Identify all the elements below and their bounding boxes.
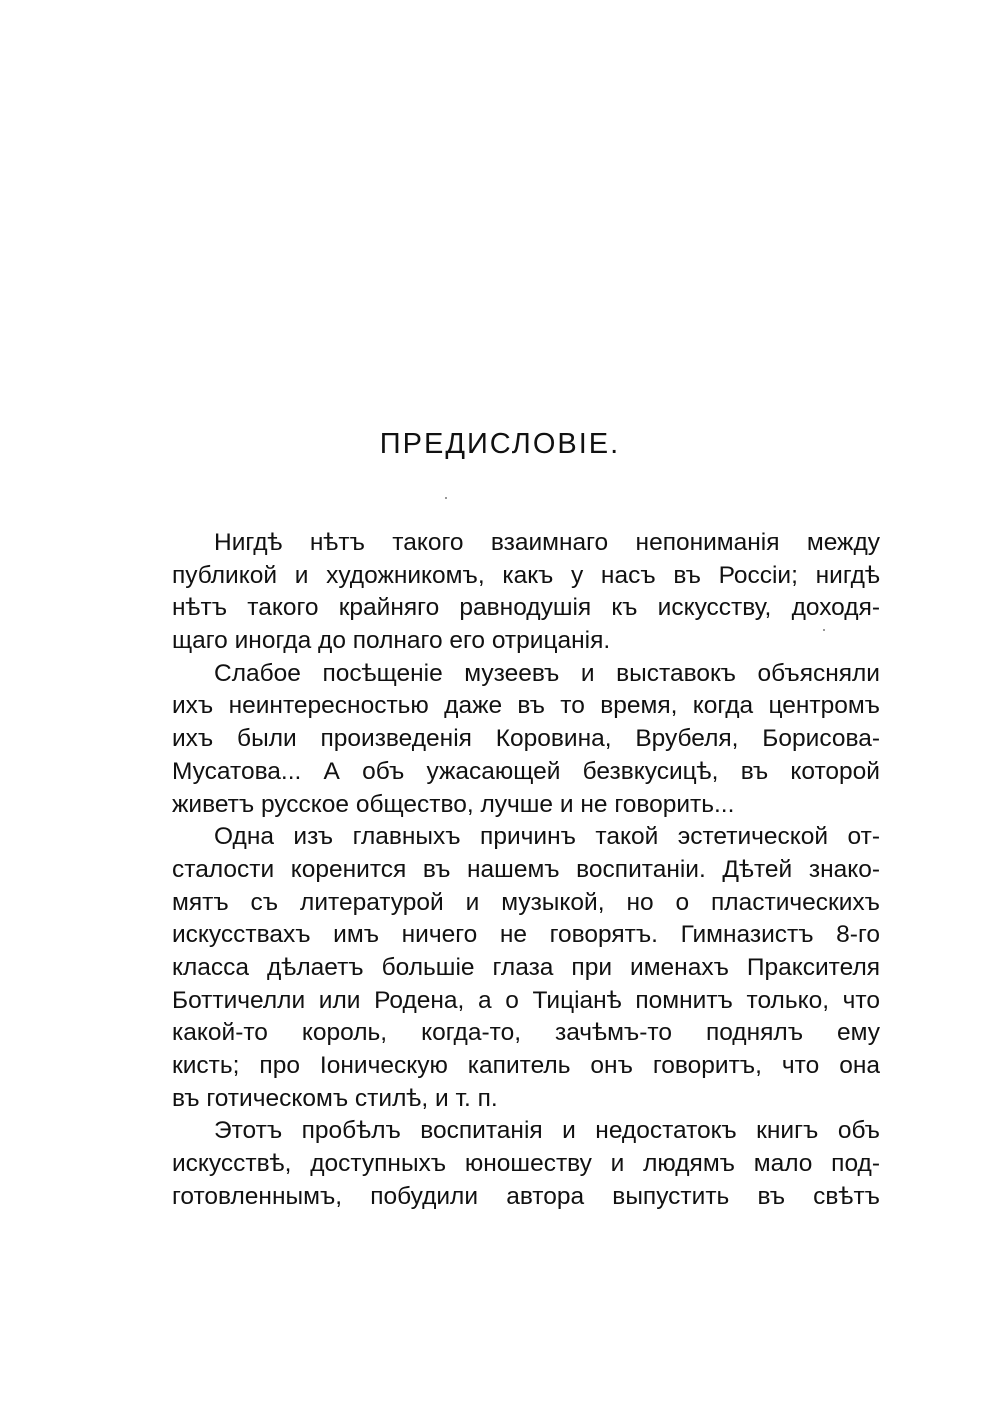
text-line: нѣтъ такого крайняго равнодушія къ искусству, доходя- <box>172 594 880 622</box>
text-line: публикой и художникомъ, какъ у насъ въ Россіи; нигдѣ <box>172 561 880 589</box>
text-line: класса дѣлаетъ большіе глаза при именахъ Праксителя <box>172 953 880 981</box>
text-line: ихъ были произведенія Коровина, Врубеля, Борисова- <box>172 725 880 753</box>
paragraph-1 <box>172 527 880 658</box>
text-line: какой-то король, когда-то, зачѣмъ-то поднялъ ему <box>172 1019 880 1047</box>
text-line: Мусатова... А объ ужасающей безвкусицѣ, въ которой <box>172 757 880 785</box>
text-line: ихъ неинтересностью даже въ то время, когда центромъ <box>172 692 880 720</box>
text-line: сталости коренится въ нашемъ воспитаніи. Дѣтей знако- <box>172 855 880 883</box>
preface-text <box>172 527 880 1213</box>
paragraph-2 <box>172 658 880 821</box>
text-line: щаго иногда до полнаго его отрицанія. <box>172 627 611 655</box>
text-line: мятъ съ литературой и музыкой, но о пластическихъ <box>172 888 880 916</box>
text-line: Нигдѣ нѣтъ такого взаимнаго непониманія между <box>214 529 880 556</box>
paragraph-3 <box>172 821 880 1115</box>
text-line: кисть; про Іоническую капитель онъ говоритъ, что она <box>172 1052 880 1079</box>
text-line: Этотъ пробѣлъ воспитанія и недостатокъ книгъ объ <box>214 1117 880 1145</box>
print-speck <box>445 497 447 499</box>
text-line: въ готическомъ стилѣ, и т. п. <box>172 1084 498 1112</box>
text-line: искусствахъ имъ ничего не говорятъ. Гимназистъ 8-го <box>172 921 880 949</box>
page-title: ПРЕДИСЛОВІЕ. <box>379 428 621 460</box>
paragraph-4 <box>172 1115 880 1213</box>
text-line: Слабое посѣщеніе музеевъ и выставокъ объясняли <box>214 659 880 687</box>
text-line: готовленнымъ, побудили автора выпустить въ свѣтъ <box>172 1182 880 1210</box>
text-line: живетъ русское общество, лучше и не говорить... <box>172 790 735 818</box>
text-line: искусствѣ, доступныхъ юношеству и людямъ мало под- <box>172 1150 880 1178</box>
text-line: Боттичелли или Родена, а о Тиціанѣ помнитъ только, что <box>172 986 880 1014</box>
text-line: Одна изъ главныхъ причинъ такой эстетической от- <box>214 823 880 851</box>
